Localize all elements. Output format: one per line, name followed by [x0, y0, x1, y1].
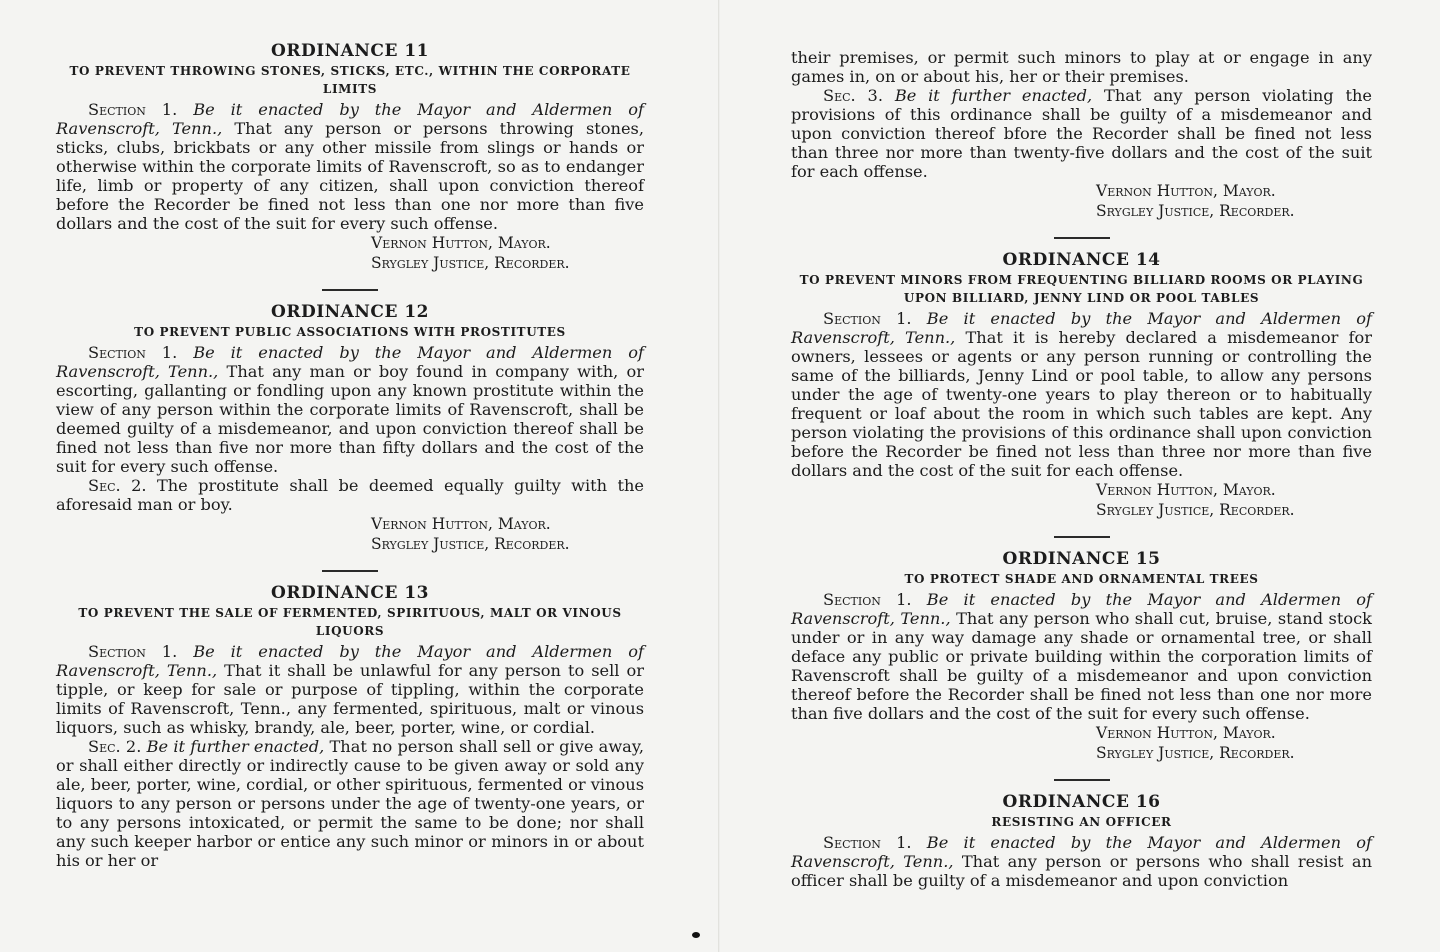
ordinance-13-section-2: [56, 737, 644, 870]
section-label: Section 1.: [823, 590, 912, 609]
scan-speck: [692, 932, 700, 938]
ordinance-16-title: ORDINANCE 16: [1002, 792, 1161, 812]
section-body: The prostitute shall be deemed equally guilty with the aforesaid man or boy.: [56, 476, 645, 514]
divider: [322, 570, 378, 572]
enactment-clause: Be it enacted by the Mayor and Aldermen of Ravenscroft, Tenn.,: [791, 309, 1372, 347]
ordinance-11: [56, 40, 644, 273]
mayor-signature: Vernon Hutton, Mayor.: [371, 234, 551, 252]
enactment-clause: Be it enacted by the Mayor and Aldermen of Ravenscroft, Tenn.,: [791, 833, 1372, 871]
section-label: Section 1.: [823, 833, 912, 852]
section-label: Sec. 2.: [88, 476, 147, 495]
section-body: That any person or persons throwing stones, sticks, clubs, brickbats or any other missile from slings or hands or otherwise within the corporate limits of Ravenscroft, so as to endanger life, limb or property of any citizen, shall upon conviction thereof before the Recorder be fined not less than one nor more than five dollars and the cost of the suit for every such offense.: [56, 119, 644, 233]
ordinance-15-section-1: [791, 590, 1372, 723]
right-page: [735, 0, 1440, 952]
ordinance-11-title: ORDINANCE 11: [271, 41, 429, 61]
ordinance-13-continued: [791, 48, 1372, 221]
divider: [1054, 237, 1110, 239]
ordinance-12-subtitle: TO PREVENT PUBLIC ASSOCIATIONS WITH PROSTITUTES: [134, 325, 566, 339]
section-body: That any person or persons who shall resist an officer shall be guilty of a misdemeanor and upon conviction: [791, 852, 1372, 890]
ordinance-14: [791, 249, 1372, 520]
ordinance-16-section-1: [791, 833, 1372, 890]
ordinance-12-title: ORDINANCE 12: [271, 302, 429, 322]
recorder-signature: Srygley Justice, Recorder.: [371, 254, 570, 272]
section-body: That any person violating the provisions of this ordinance shall be guilty of a misdemeanor and upon conviction thereof bfore the Recorder shall be fined not less than three nor more than twenty-five dollars and the cost of the suit for each offense.: [791, 86, 1372, 181]
enactment-clause: Be it enacted by the Mayor and Aldermen of Ravenscroft, Tenn.,: [56, 343, 644, 381]
ordinance-14-subtitle: TO PREVENT MINORS FROM FREQUENTING BILLIARD ROOMS OR PLAYING UPON BILLIARD, JENNY LIND OR POOL TABLES: [799, 273, 1364, 305]
ordinance-11-section-1: [56, 100, 644, 233]
recorder-signature: Srygley Justice, Recorder.: [1096, 501, 1295, 519]
recorder-signature: Srygley Justice, Recorder.: [1096, 744, 1295, 762]
divider: [1054, 779, 1110, 781]
mayor-signature: Vernon Hutton, Mayor.: [1096, 724, 1276, 742]
ordinance-12-section-2: [56, 476, 644, 514]
ordinance-15-subtitle: TO PROTECT SHADE AND ORNAMENTAL TREES: [904, 572, 1259, 586]
ordinance-16: [791, 791, 1372, 890]
section-body: That it is hereby declared a misdemeanor for owners, lessees or agents or any person running or controlling the same of the billiards, Jenny Lind or pool table, to allow any persons under the age of twenty-one years to play thereon or to habitually frequent or loaf about the room in which such tables are kept. Any person violating the provisions of this ordinance shall upon conviction before the Recorder be fined not less than three nor more than five dollars and the cost of the suit for each offense.: [791, 328, 1372, 480]
enactment-clause: Be it enacted by the Mayor and Aldermen of Ravenscroft, Tenn.,: [791, 590, 1372, 628]
section-label: Section 1.: [823, 309, 912, 328]
left-page: [0, 0, 700, 952]
ordinance-13-subtitle: TO PREVENT THE SALE OF FERMENTED, SPIRITUOUS, MALT OR VINOUS LIQUORS: [78, 606, 622, 638]
ordinance-13: [56, 582, 644, 870]
page-gutter: [718, 0, 720, 952]
mayor-signature: Vernon Hutton, Mayor.: [1096, 481, 1276, 499]
section-label: Section 1.: [88, 100, 178, 119]
recorder-signature: Srygley Justice, Recorder.: [1096, 202, 1295, 220]
section-label: Section 1.: [88, 343, 178, 362]
enactment-clause: Be it enacted by the Mayor and Aldermen of Ravenscroft, Tenn.,: [56, 100, 644, 138]
divider: [1054, 536, 1110, 538]
divider: [322, 289, 378, 291]
ordinance-12: [56, 301, 644, 554]
section-label: Sec. 3.: [823, 86, 883, 105]
ordinance-15-title: ORDINANCE 15: [1002, 549, 1161, 569]
section-label: Section 1.: [88, 642, 178, 661]
ordinance-11-subtitle: TO PREVENT THROWING STONES, STICKS, ETC., WITHIN THE CORPORATE LIMITS: [69, 64, 631, 96]
section-body: That any person who shall cut, bruise, stand stock under or in any way damage any shade or ornamental tree, or shall deface any public or private building within the corporation limits of Ravenscroft shall be guilty of a misdemeanor and upon conviction thereof before the Recorder shall be fined not less than one nor more than five dollars and the cost of the suit for every such offense.: [791, 609, 1372, 723]
recorder-signature: Srygley Justice, Recorder.: [371, 535, 570, 553]
section-body: That no person shall sell or give away, or shall either directly or indirectly cause to be given away or sold any ale, beer, porter, wine, cordial, or other spirituous, fermented or vinous liquors to any person or persons under the age of twenty-one years, or to any persons intoxicated, or permit the same to be done; nor shall any such keeper harbor or entice any such minor or minors in or about his or her or: [56, 737, 644, 870]
enactment-clause: Be it further enacted,: [146, 737, 325, 756]
section-body: That it shall be unlawful for any person to sell or tipple, or keep for sale or purpose of tippling, within the corporate limits of Ravenscroft, Tenn., any fermented, spirituous, malt or vinous liquors, such as whisky, brandy, ale, beer, porter, wine, or cordial.: [56, 661, 644, 737]
ordinance-15: [791, 548, 1372, 763]
enactment-clause: Be it enacted by the Mayor and Aldermen of Ravenscroft, Tenn.,: [56, 642, 644, 680]
ordinance-12-section-1: [56, 343, 644, 476]
enactment-clause: Be it further enacted,: [894, 86, 1093, 105]
ordinance-16-subtitle: RESISTING AN OFFICER: [991, 815, 1172, 829]
ordinance-13-title: ORDINANCE 13: [271, 583, 429, 603]
ordinance-13-section-3: [791, 86, 1372, 181]
ordinance-13-continuation: their premises, or permit such minors to play at or engage in any games in, on or about his, her or their premises.: [791, 48, 1372, 86]
mayor-signature: Vernon Hutton, Mayor.: [371, 515, 551, 533]
ordinance-14-title: ORDINANCE 14: [1002, 250, 1161, 270]
ordinance-14-section-1: [791, 309, 1372, 480]
section-label: Sec. 2.: [88, 737, 142, 756]
mayor-signature: Vernon Hutton, Mayor.: [1096, 182, 1276, 200]
ordinance-13-section-1: [56, 642, 644, 737]
section-body: That any man or boy found in company with, or escorting, gallanting or fondling upon any known prostitute within the view of any person within the corporate limits of Ravenscroft, shall be deemed guilty of a misdemeanor, and upon conviction thereof shall be fined not less than five nor more than fifty dollars and the cost of the suit for every such offense.: [56, 362, 644, 476]
